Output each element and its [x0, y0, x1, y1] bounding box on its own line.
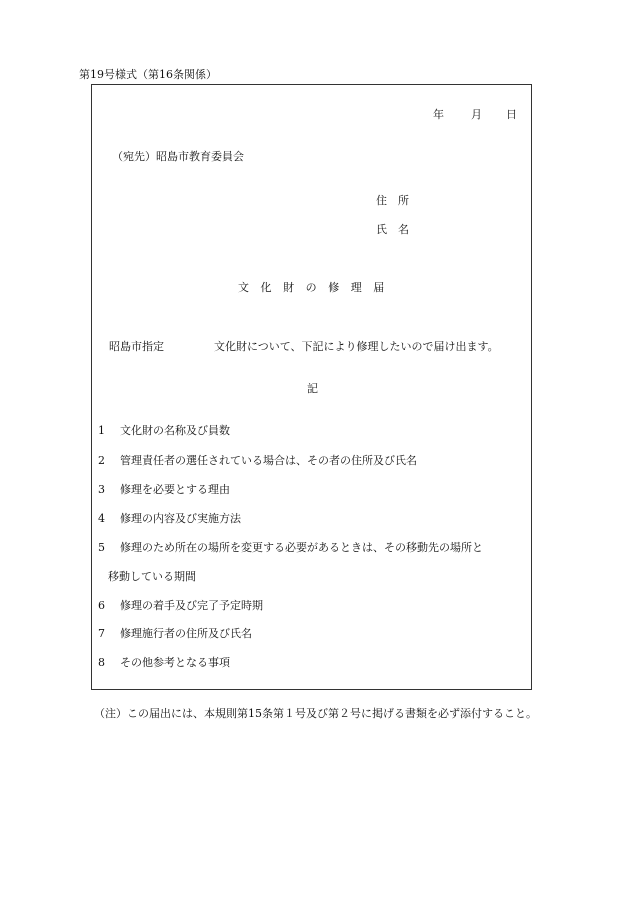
item-number: 5	[98, 541, 105, 554]
item-number: 6	[98, 599, 105, 612]
document-title: 文化財の修理届	[238, 281, 396, 294]
item-text: 修理を必要とする理由	[120, 483, 230, 496]
item-text: 修理の内容及び実施方法	[120, 512, 241, 525]
list-item	[98, 513, 241, 524]
list-item	[98, 600, 263, 611]
item-number: 1	[98, 424, 105, 437]
form-number: 第19号様式（第16条関係）	[79, 68, 217, 81]
footnote: （注）この届出には、本規則第15条第１号及び第２号に掲げる書類を必ず添付すること。	[94, 707, 537, 720]
item-number: 3	[98, 483, 105, 496]
date-year: 年	[433, 108, 444, 121]
item-text: 文化財の名称及び員数	[120, 424, 230, 437]
list-item	[98, 425, 230, 436]
list-item	[98, 657, 230, 668]
item-text: その他参考となる事項	[120, 656, 230, 669]
item-number: 7	[98, 627, 105, 640]
ki-label: 記	[307, 382, 318, 395]
list-item-continuation	[108, 571, 196, 582]
item-text: 修理の着手及び完了予定時期	[120, 599, 263, 612]
item-number: 8	[98, 656, 105, 669]
item-text: 管理責任者の選任されている場合は、その者の住所及び氏名	[120, 454, 417, 467]
date-day: 日	[506, 108, 517, 121]
list-item	[98, 455, 417, 466]
list-item	[98, 484, 230, 495]
name-label: 氏 名	[376, 223, 409, 236]
item-text: 修理のため所在の場所を変更する必要があるときは、その移動先の場所と	[120, 541, 483, 554]
item-text: 移動している期間	[108, 570, 196, 583]
body-prefix: 昭島市指定	[109, 340, 164, 353]
item-number: 2	[98, 454, 105, 467]
addressee: （宛先）昭島市教育委員会	[112, 150, 244, 163]
body-suffix: 文化財について、下記により修理したいので届け出ます。	[214, 340, 499, 353]
item-text: 修理施行者の住所及び氏名	[120, 627, 252, 640]
list-item	[98, 542, 483, 553]
item-number: 4	[98, 512, 105, 525]
date-month: 月	[471, 108, 482, 121]
list-item	[98, 628, 252, 639]
address-label: 住 所	[376, 194, 409, 207]
